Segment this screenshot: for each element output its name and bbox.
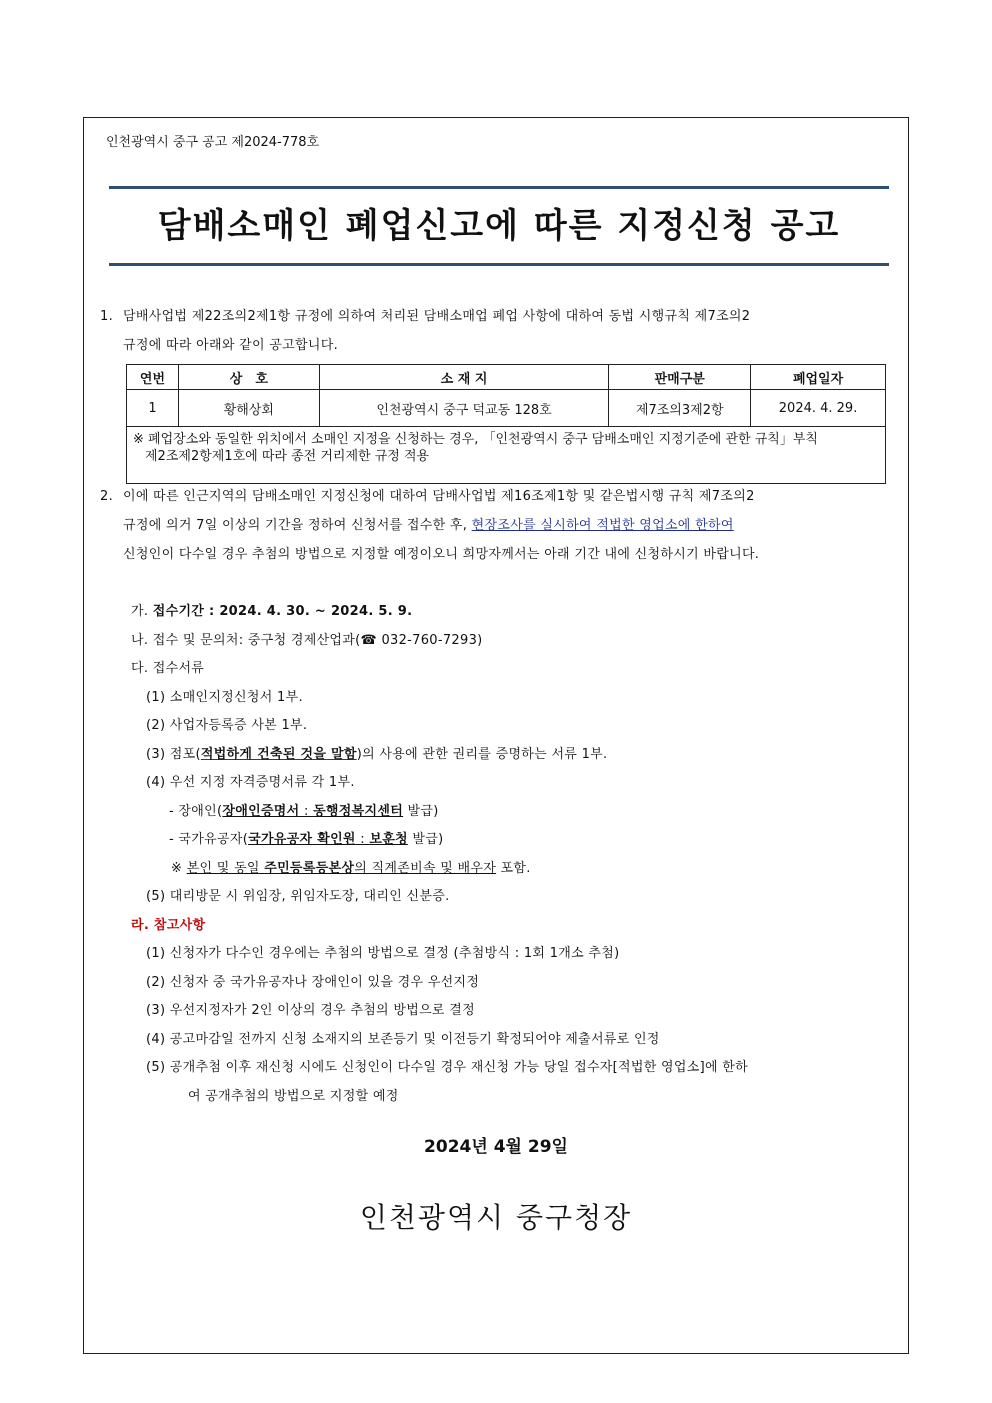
ref-item-4: (4) 공고마감일 전까지 신청 소재지의 보존등기 및 이전등기 확정되어야 제출서류로 인정 [146,1031,660,1047]
item-ra: 라. 참고사항 [131,917,206,933]
table-note-row [127,427,886,484]
table-header-cell: 소 재 지 [319,365,609,390]
table-header-cell: 연번 [127,365,179,390]
notice-number: 인천광역시 중구 공고 제2024-778호 [106,135,320,150]
item-da: 다. 접수서류 [131,661,205,676]
family-note-a: 본인 및 동일 [186,860,265,876]
disabled-proof-doc: 장애인증명서 [222,803,300,819]
section-1 [100,302,898,360]
title-bottom-rule [109,263,889,266]
disabled-proof-issuer: 동행정복지센터 [313,803,404,819]
family-note-bold: 주민등록등본상 [264,860,355,876]
family-note-mark: ※ [171,860,187,876]
table-row [127,390,886,427]
section-1-line-1: 담배사업법 제22조의2제1항 규정에 의하여 처리된 담배소매업 폐업 사항에 대하여 동법 시행규칙 제7조의2 [123,309,751,324]
notice-date: 2024년 4월 29일 [424,1137,568,1157]
item-na: 나. 접수 및 문의처: 중구청 경제산업과( [131,632,361,648]
table-note-line-1: ※ 폐업장소와 동일한 위치에서 소매인 지정을 신청하는 경우, 「인천광역시 중구 담배소매인 지정기준에 관한 규칙」부칙 [133,432,818,447]
family-note-end: 포함. [496,860,531,876]
table-header-cell: 상 호 [178,365,319,390]
veteran-proof-sep: : [355,832,370,847]
item-list [131,598,901,1111]
table-cell: 인천광역시 중구 덕교동 128호 [319,390,609,427]
ref-item-1: (1) 신청자가 다수인 경우에는 추첨의 방법으로 결정 (추첨방식 : 1회 1개소 추첨) [146,946,620,961]
ref-item-5-line-1: (5) 공개추첨 이후 재신청 시에도 신청인이 다수일 경우 재신청 가능 당일 접수자[적법한 영업소]에 한하 [146,1060,748,1075]
table-cell: 황해상회 [178,390,319,427]
ref-item-3: (3) 우선지정자가 2인 이상의 경우 추첨의 방법으로 결정 [146,1003,475,1018]
disabled-proof-end: 발급) [403,803,439,819]
section-2-line-1: 이에 따른 인근지역의 담배소매인 지정신청에 대하여 담배사업법 제16조제1항 및 같은법시행 규칙 제7조의2 [123,489,755,504]
disabled-proof: - 장애인( [169,803,223,819]
doc-item-2: (2) 사업자등록증 사본 1부. [146,718,308,733]
family-note-b: 의 직계존비속 및 배우자 [354,860,497,876]
doc-item-3-emphasis: 적법하게 건축된 것을 말함 [200,746,357,762]
section-2-line-2: 규정에 의거 7일 이상의 기간을 정하여 신청서를 접수한 후, [123,518,472,533]
veteran-proof-doc: 국가유공자 확인원 [248,832,356,847]
title-top-rule [109,186,889,189]
doc-item-1: (1) 소매인지정신청서 1부. [146,689,303,705]
section-2-line-3: 신청인이 다수일 경우 추첨의 방법으로 지정할 예정이오니 희망자께서는 아래 기간 내에 신청하시기 바랍니다. [123,547,760,562]
section-1-number: 1. [100,309,114,324]
veteran-proof: - 국가유공자( [169,832,249,847]
table-header-row [127,365,886,390]
doc-item-4: (4) 우선 지정 자격증명서류 각 1부. [146,775,355,790]
section-2-number: 2. [100,489,114,504]
veteran-proof-issuer: 보훈청 [369,832,408,847]
table-cell: 1 [127,390,179,427]
page-title: 담배소매인 폐업신고에 따른 지정신청 공고 [157,206,841,246]
disabled-proof-sep: : [299,803,314,819]
reception-period: 접수기간 : 2024. 4. 30. ~ 2024. 5. 9. [152,604,413,619]
veteran-proof-end: 발급) [407,832,444,847]
signer: 인천광역시 중구청장 [359,1201,633,1234]
table-header-cell: 폐업일자 [751,365,886,390]
table-cell: 2024. 4. 29. [751,390,886,427]
doc-item-3-rest: )의 사용에 관한 권리를 증명하는 서류 1부. [356,746,608,762]
contact-phone: 032-760-7293) [377,632,483,648]
closure-table [126,364,886,484]
ref-item-5-line-2: 여 공개추첨의 방법으로 지정할 예정 [188,1088,399,1104]
doc-item-5: (5) 대리방문 시 위임장, 위임자도장, 대리인 신분증. [146,889,450,904]
item-ga-prefix: 가. [131,604,153,619]
section-2-emphasis: 현장조사를 실시하여 적법한 영업소에 한하여 [471,518,734,533]
table-header-cell: 판매구분 [609,365,751,390]
ref-item-2: (2) 신청자 중 국가유공자나 장애인이 있을 경우 우선지정 [146,974,480,990]
doc-item-3: (3) 점포( [146,746,201,762]
table-note-line-2: 제2조제2항제1호에 따라 종전 거리제한 규정 적용 [145,449,430,464]
phone-icon: ☎ [360,632,378,648]
section-2 [100,482,898,569]
table-note [127,427,886,484]
table-cell: 제7조의3제2항 [609,390,751,427]
section-1-line-2: 규정에 따라 아래와 같이 공고합니다. [123,338,339,353]
